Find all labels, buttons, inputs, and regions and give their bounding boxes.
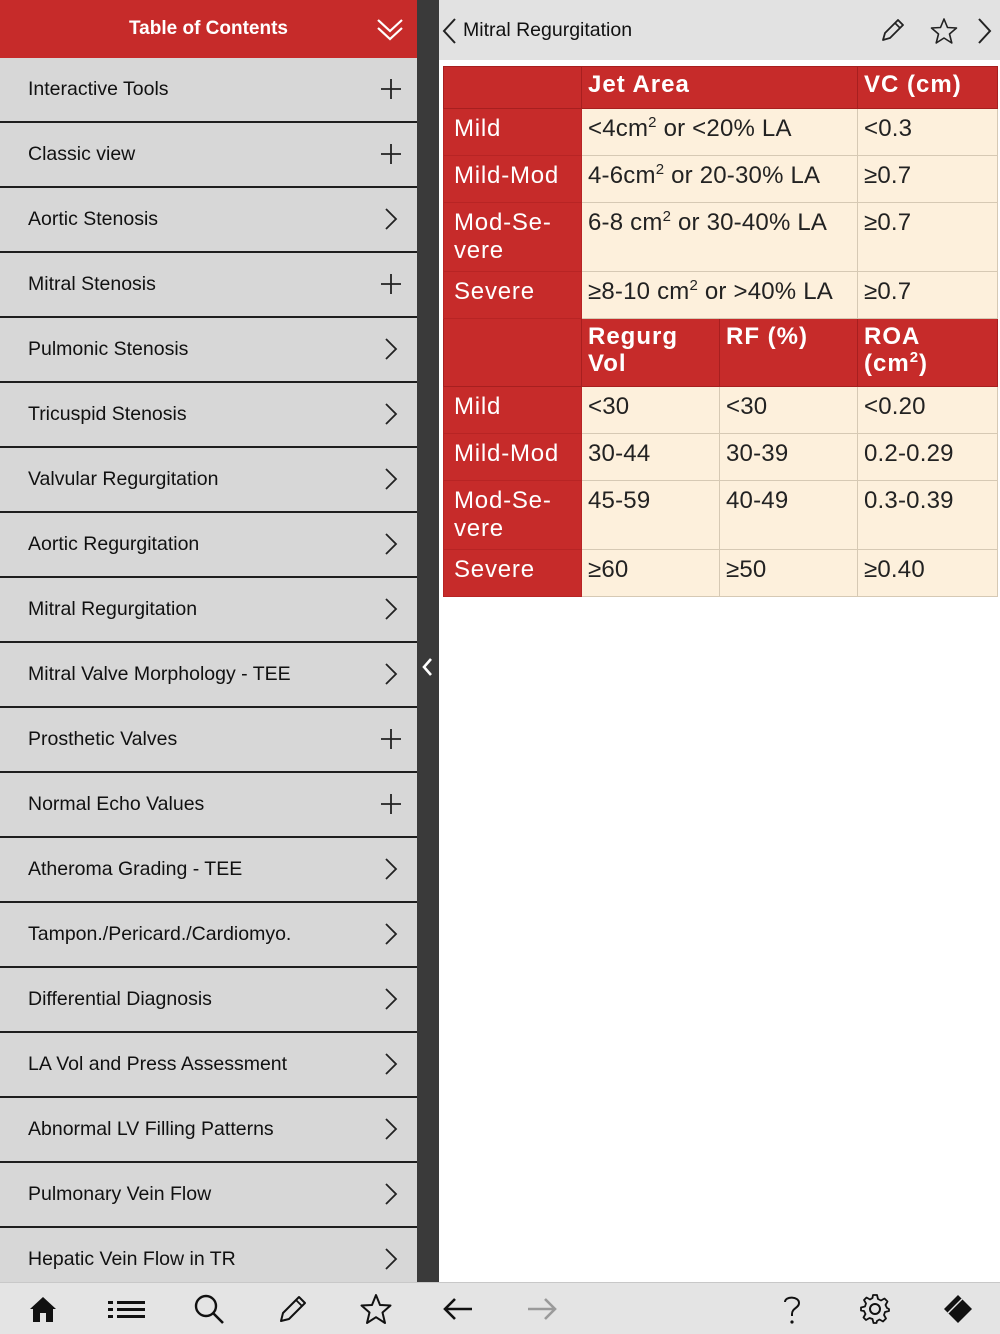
toc-list [0,58,417,1282]
home-icon[interactable] [27,1293,59,1325]
vc-cell: ≥0.7 [858,203,998,272]
chevron-right-icon[interactable] [379,207,403,231]
grade-cell: Severe [444,550,582,597]
header-roa [858,319,998,387]
superscript: 2 [662,208,672,225]
collapse-chevrons-icon[interactable] [375,14,405,44]
chevron-right-icon[interactable] [379,597,403,621]
rf-cell: 30-39 [720,434,858,481]
header-rf: RF (%) [720,319,858,387]
content-pane [439,0,1000,1282]
toc-item-label: Valvular Regurgitation [28,468,219,490]
table-header-row [444,319,998,387]
roa-cell: 0.3-0.39 [858,481,998,550]
grade-cell: Mild [444,387,582,434]
toc-item-label: Pulmonic Stenosis [28,338,189,360]
roa-label-close: ) [919,350,929,377]
toc-item-label: Aortic Regurgitation [28,533,200,555]
chevron-right-icon[interactable] [379,987,403,1011]
collapse-sidebar-chevron-icon[interactable] [421,656,435,678]
toc-item[interactable] [0,58,417,123]
toc-item[interactable] [0,188,417,253]
bottom-toolbar [0,1282,1000,1334]
table-header-row [444,67,998,109]
help-icon[interactable] [776,1293,808,1325]
grade-cell: Severe [444,272,582,319]
regurg-vol-cell: ≥60 [582,550,720,597]
sidebar-splitter[interactable] [417,0,439,1282]
search-icon[interactable] [193,1293,225,1325]
jet-area-cell [582,156,858,203]
superscript: 2 [648,114,657,131]
sidebar-title: Table of Contents [128,18,289,39]
plus-icon[interactable] [379,792,403,816]
rf-cell: ≥50 [720,550,858,597]
toc-item[interactable] [0,253,417,318]
chevron-right-icon[interactable] [379,532,403,556]
regurg-vol-cell: 30-44 [582,434,720,481]
toc-item[interactable] [0,708,417,773]
toc-item-label: Pulmonary Vein Flow [28,1183,212,1205]
chevron-right-icon[interactable] [379,402,403,426]
back-arrow-icon[interactable] [442,1293,474,1325]
toc-item[interactable] [0,448,417,513]
toc-item[interactable] [0,123,417,188]
chevron-right-icon[interactable] [379,1182,403,1206]
table-row [444,272,998,319]
toc-item-label: Abnormal LV Filling Patterns [28,1118,274,1140]
grade-cell: Mild-Mod [444,434,582,481]
forward-chevron-icon[interactable] [975,16,993,46]
content-topbar [439,0,1000,60]
chevron-right-icon[interactable] [379,337,403,361]
toc-item-label: Normal Echo Values [28,793,205,815]
toc-item-label: Tampon./Pericard./Cardiomyo. [28,923,292,945]
header-blank-cell [444,319,582,387]
toc-item-label: Classic view [28,143,136,165]
pencil-icon[interactable] [277,1293,309,1325]
toc-item-label: LA Vol and Press Assessment [28,1053,288,1075]
grade-cell: Mod-Se-vere [444,481,582,550]
toc-item-label: Tricuspid Stenosis [28,403,187,425]
header-regurg-vol: Regurg Vol [582,319,720,387]
header-jet-area: Jet Area [582,67,858,109]
jet-area-cell [582,109,858,156]
jet-area-value: 4-6cm [588,162,656,189]
table-row [444,203,998,272]
jet-area-cell [582,203,858,272]
chevron-right-icon[interactable] [379,1247,403,1271]
superscript: 2 [689,277,699,294]
chevron-right-icon[interactable] [379,662,403,686]
plus-icon[interactable] [379,272,403,296]
superscript: 2 [909,349,920,366]
toc-item[interactable] [0,903,417,968]
vc-cell: <0.3 [858,109,998,156]
toc-item-label: Mitral Stenosis [28,273,156,295]
vc-cell: ≥0.7 [858,156,998,203]
chevron-right-icon[interactable] [379,922,403,946]
superscript: 2 [655,161,665,178]
header-vc: VC (cm) [858,67,998,109]
table-row [444,387,998,434]
toc-item[interactable] [0,1098,417,1163]
bookmark-diamond-icon[interactable] [942,1293,974,1325]
toc-item-label: Mitral Regurgitation [28,598,198,620]
forward-arrow-icon[interactable] [526,1293,558,1325]
toc-item[interactable] [0,1163,417,1228]
jet-area-suffix: or <20% LA [656,115,792,142]
jet-area-cell [582,272,858,319]
regurg-vol-cell: 45-59 [582,481,720,550]
roa-cell: ≥0.40 [858,550,998,597]
jet-area-suffix: or >40% LA [698,278,833,305]
table-row [444,481,998,550]
plus-icon[interactable] [379,727,403,751]
toc-item-label: Hepatic Vein Flow in TR [28,1248,236,1270]
sidebar-header [0,0,417,58]
grade-cell: Mod-Se-vere [444,203,582,272]
toc-item[interactable] [0,643,417,708]
roa-label: ROA (cm [864,323,920,377]
chevron-right-icon[interactable] [379,1052,403,1076]
toc-item[interactable] [0,513,417,578]
header-blank-cell [444,67,582,109]
toc-item-label: Mitral Valve Morphology - TEE [28,663,291,685]
rf-cell: 40-49 [720,481,858,550]
toc-item[interactable] [0,838,417,903]
chevron-right-icon[interactable] [379,467,403,491]
plus-icon[interactable] [379,142,403,166]
page-title: Mitral Regurgitation [463,19,633,41]
table-row [444,156,998,203]
toc-item-label: Aortic Stenosis [28,208,159,230]
pencil-icon[interactable] [879,18,905,44]
mitral-regurgitation-table [443,66,998,597]
toc-item[interactable] [0,1228,417,1282]
roa-cell: 0.2-0.29 [858,434,998,481]
grade-cell: Mild [444,109,582,156]
table-row [444,550,998,597]
jet-area-value: ≥8-10 cm [588,278,690,305]
toc-item[interactable] [0,773,417,838]
table-row [444,109,998,156]
chevron-right-icon[interactable] [379,1117,403,1141]
jet-area-suffix: or 30-40% LA [671,209,828,236]
toc-item-label: Interactive Tools [28,78,169,100]
gear-icon[interactable] [859,1293,891,1325]
grade-cell: Mild-Mod [444,156,582,203]
jet-area-value: <4cm [588,115,649,142]
toc-item[interactable] [0,1033,417,1098]
vc-cell: ≥0.7 [858,272,998,319]
toc-item-label: Atheroma Grading - TEE [28,858,243,880]
star-icon[interactable] [930,17,958,45]
roa-cell: <0.20 [858,387,998,434]
toc-item[interactable] [0,383,417,448]
jet-area-value: 6-8 cm [588,209,663,236]
table-of-contents-sidebar [0,0,417,1282]
regurg-vol-cell: <30 [582,387,720,434]
back-chevron-icon[interactable] [441,16,459,46]
plus-icon[interactable] [379,77,403,101]
toc-item-label: Prosthetic Valves [28,728,178,750]
toc-item-label: Differential Diagnosis [28,988,212,1010]
toc-item[interactable] [0,578,417,643]
table-row [444,434,998,481]
toc-item[interactable] [0,968,417,1033]
jet-area-suffix: or 20-30% LA [664,162,821,189]
rf-cell: <30 [720,387,858,434]
toc-item[interactable] [0,318,417,383]
star-icon[interactable] [360,1293,392,1325]
chevron-right-icon[interactable] [379,857,403,881]
list-icon[interactable] [108,1293,146,1325]
